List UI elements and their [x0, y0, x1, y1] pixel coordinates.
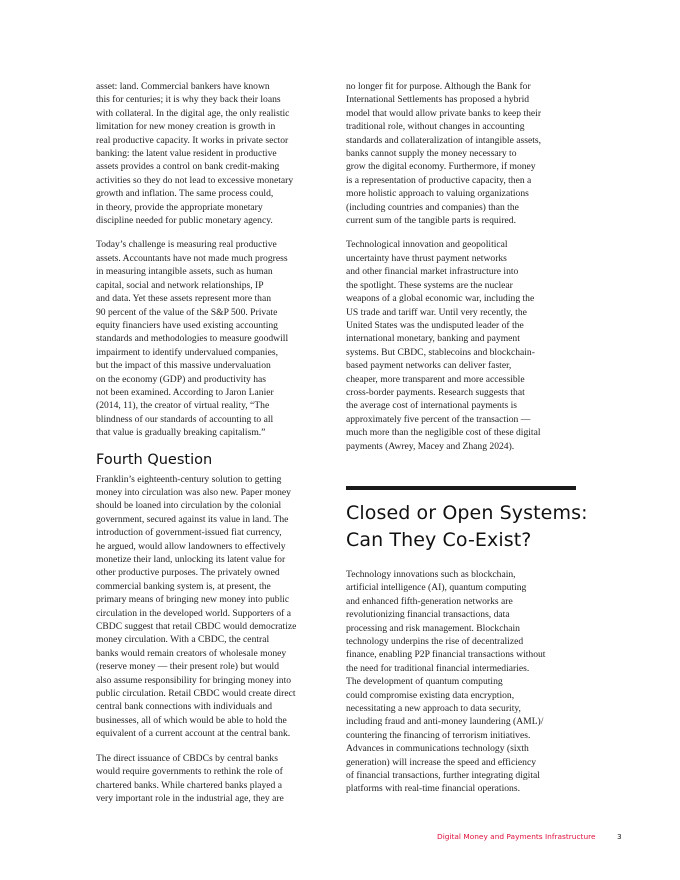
text-line: blindness of our standards of accounting to all	[96, 413, 274, 425]
text-line: in theory, provide the appropriate monetary	[96, 201, 263, 213]
text-line: international monetary, banking and payment	[346, 333, 520, 345]
text-line: introduction of government-issued fiat currency,	[96, 527, 282, 539]
section-divider-rule	[346, 486, 576, 490]
text-line: (2014, 11), the creator of virtual reality, “The	[96, 400, 270, 412]
text-line: traditional role, without changes in accounting	[346, 121, 525, 133]
text-line: artificial intelligence (AI), quantum computing	[346, 582, 527, 594]
text-line: that value is gradually breaking capitalism.”	[96, 427, 266, 439]
text-line: money into circulation was also new. Paper money	[96, 486, 291, 498]
text-line: circulation in the developed world. Supporters of a	[96, 607, 292, 619]
text-line: and data. Yet these assets represent more than	[96, 293, 272, 305]
text-line: grow the digital economy. Furthermore, if money	[346, 161, 536, 173]
left-paragraph-4	[96, 752, 336, 806]
text-line: growth and inflation. The same process could,	[96, 188, 274, 200]
text-line: The development of quantum computing	[346, 676, 503, 688]
text-line: 90 percent of the value of the S&P 500. Private	[96, 306, 278, 318]
text-line: very important role in the industrial age, they are	[96, 792, 284, 804]
text-line: the average cost of international payments is	[346, 400, 518, 412]
fourth-question-heading: Fourth Question	[96, 451, 213, 468]
text-line: the spotlight. These systems are the nuclear	[346, 279, 513, 291]
text-line: of financial transactions, further integrating digital	[346, 770, 540, 782]
text-line: asset: land. Commercial bankers have known	[96, 81, 270, 92]
text-line: uncertainty have thrust payment networks	[346, 252, 507, 264]
text-line: impairment to identify undervalued companies,	[96, 346, 278, 358]
text-line: (reserve money — their present role) but would	[96, 661, 280, 673]
left-paragraph-1	[96, 80, 336, 227]
text-line: (including countries and companies) than the	[346, 201, 519, 213]
text-line: finance, enabling P2P financial transactions without	[346, 649, 546, 661]
text-line: should be loaned into circulation by the colonial	[96, 500, 282, 512]
left-paragraph-2	[96, 238, 336, 439]
text-line: based payment networks can deliver faster,	[346, 360, 512, 372]
right-paragraph-3	[346, 568, 586, 796]
text-line: banks cannot supply the money necessary to	[346, 148, 517, 160]
text-line: United States was the undisputed leader of the	[346, 319, 524, 331]
text-line: Technology innovations such as blockchain,	[346, 568, 516, 580]
text-line: this for centuries; it is why they back their loans	[96, 94, 281, 106]
text-line: revolutionizing financial transactions, data	[346, 609, 510, 621]
text-line: Franklin’s eighteenth-century solution to getting	[96, 473, 282, 485]
text-line: no longer fit for purpose. Although the Bank for	[346, 81, 531, 92]
text-line: payments (Awrey, Macey and Zhang 2024).	[346, 440, 515, 452]
left-column	[96, 80, 336, 816]
text-line: public circulation. Retail CBDC would create direct	[96, 688, 296, 700]
text-line: Today’s challenge is measuring real productive	[96, 239, 277, 251]
text-line: current sum of the tangible parts is required.	[346, 215, 516, 227]
text-line: could compromise existing data encryption,	[346, 689, 515, 701]
text-line: assets provides a control on bank credit-making	[96, 161, 280, 173]
text-line: equivalent of a current account at the central bank.	[96, 728, 291, 740]
text-line: in measuring intangible assets, such as human	[96, 266, 273, 278]
text-line: real productive capacity. It works in private sector	[96, 134, 289, 146]
text-line: necessitating a new approach to data security,	[346, 703, 521, 715]
text-line: banks would remain creators of wholesale money	[96, 647, 287, 659]
text-line: The direct issuance of CBDCs by central banks	[96, 752, 278, 764]
left-paragraph-3	[96, 473, 336, 741]
text-line: he argued, would allow landowners to effectively	[96, 540, 286, 552]
text-line: technology underpins the rise of decentralized	[346, 636, 524, 647]
text-line: commercial banking system is, at present, the	[96, 580, 271, 592]
text-line: chartered banks. While chartered banks played a	[96, 779, 283, 791]
text-line: on the economy (GDP) and productivity has	[96, 373, 266, 385]
text-line: monetize their land, unlocking its latent value for	[96, 554, 286, 565]
text-line: CBDC suggest that retail CBDC would democratize	[96, 621, 297, 633]
text-line: is a representation of productive capacity, then a	[346, 174, 532, 186]
text-line: standards and collateralization of intangible assets,	[346, 134, 542, 146]
text-line: discipline needed for public monetary agency.	[96, 215, 273, 227]
footer-publication-title: Digital Money and Payments Infrastructure	[437, 832, 596, 841]
text-line: the need for traditional financial intermediaries.	[346, 662, 530, 674]
heading-line-1: Closed or Open Systems:	[346, 501, 588, 524]
text-line: standards and methodologies to measure goodwill	[96, 333, 289, 345]
text-line: International Settlements has proposed a hybrid	[346, 94, 530, 106]
text-line: assets. Accountants have not made much progress	[96, 252, 288, 264]
text-line: and enhanced fifth-generation networks are	[346, 595, 513, 607]
text-line: but the impact of this massive undervaluation	[96, 360, 271, 372]
text-line: systems. But CBDC, stablecoins and blockchain-	[346, 346, 535, 358]
text-line: would require governments to rethink the role of	[96, 766, 283, 778]
text-line: US trade and tariff war. Until very recently, the	[346, 306, 527, 318]
text-line: with collateral. In the digital age, the only realistic	[96, 107, 290, 119]
page-footer	[0, 832, 680, 846]
text-line: government, secured against its value in land. The	[96, 513, 289, 525]
text-line: not been examined. According to Jaron Lanier	[96, 386, 274, 398]
text-line: weapons of a global economic war, including the	[346, 293, 535, 305]
text-line: more holistic approach to valuing organizations	[346, 188, 529, 200]
text-line: banking: the latent value resident in productive	[96, 148, 277, 160]
text-line: countering the financing of terrorism initiatives.	[346, 729, 531, 741]
text-line: money circulation. With a CBDC, the central	[96, 634, 270, 646]
text-line: activities so they do not lead to excessive monetary	[96, 174, 294, 186]
text-line: primary means of bringing new money into public	[96, 594, 290, 606]
text-line: generation) will increase the speed and efficiency	[346, 756, 537, 768]
text-line: much more than the negligible cost of these digital	[346, 427, 541, 439]
text-line: platforms with real-time financial operations.	[346, 783, 520, 795]
text-line: capital, social and network relationships, IP	[96, 279, 264, 291]
text-line: limitation for new money creation is growth in	[96, 121, 276, 133]
text-line: and other financial market infrastructure into	[346, 266, 519, 278]
text-line: cheaper, more transparent and more accessible	[346, 373, 525, 385]
text-line: including fraud and anti-money laundering (AML)/	[346, 716, 544, 728]
right-column	[346, 80, 586, 807]
right-paragraph-2	[346, 238, 586, 453]
page-number: 3	[617, 832, 622, 841]
text-line: other productive purposes. The privately owned	[96, 567, 280, 579]
text-line: equity financiers have used existing accounting	[96, 319, 278, 331]
right-paragraph-1	[346, 80, 586, 227]
text-line: also assume responsibility for bringing money into	[96, 674, 292, 686]
text-line: model that would allow private banks to keep their	[346, 107, 542, 119]
text-line: businesses, all of which would be able to hold the	[96, 714, 287, 726]
text-line: Advances in communications technology (sixth	[346, 743, 529, 755]
text-line: Technological innovation and geopolitical	[346, 239, 508, 251]
heading-line-2: Can They Co-Exist?	[346, 528, 532, 551]
text-line: processing and risk management. Blockchain	[346, 622, 520, 634]
text-line: central bank connections with individuals and	[96, 701, 273, 713]
closed-open-systems-heading	[346, 500, 586, 554]
text-line: approximately five percent of the transaction —	[346, 413, 531, 425]
text-line: cross-border payments. Research suggests that	[346, 386, 525, 398]
